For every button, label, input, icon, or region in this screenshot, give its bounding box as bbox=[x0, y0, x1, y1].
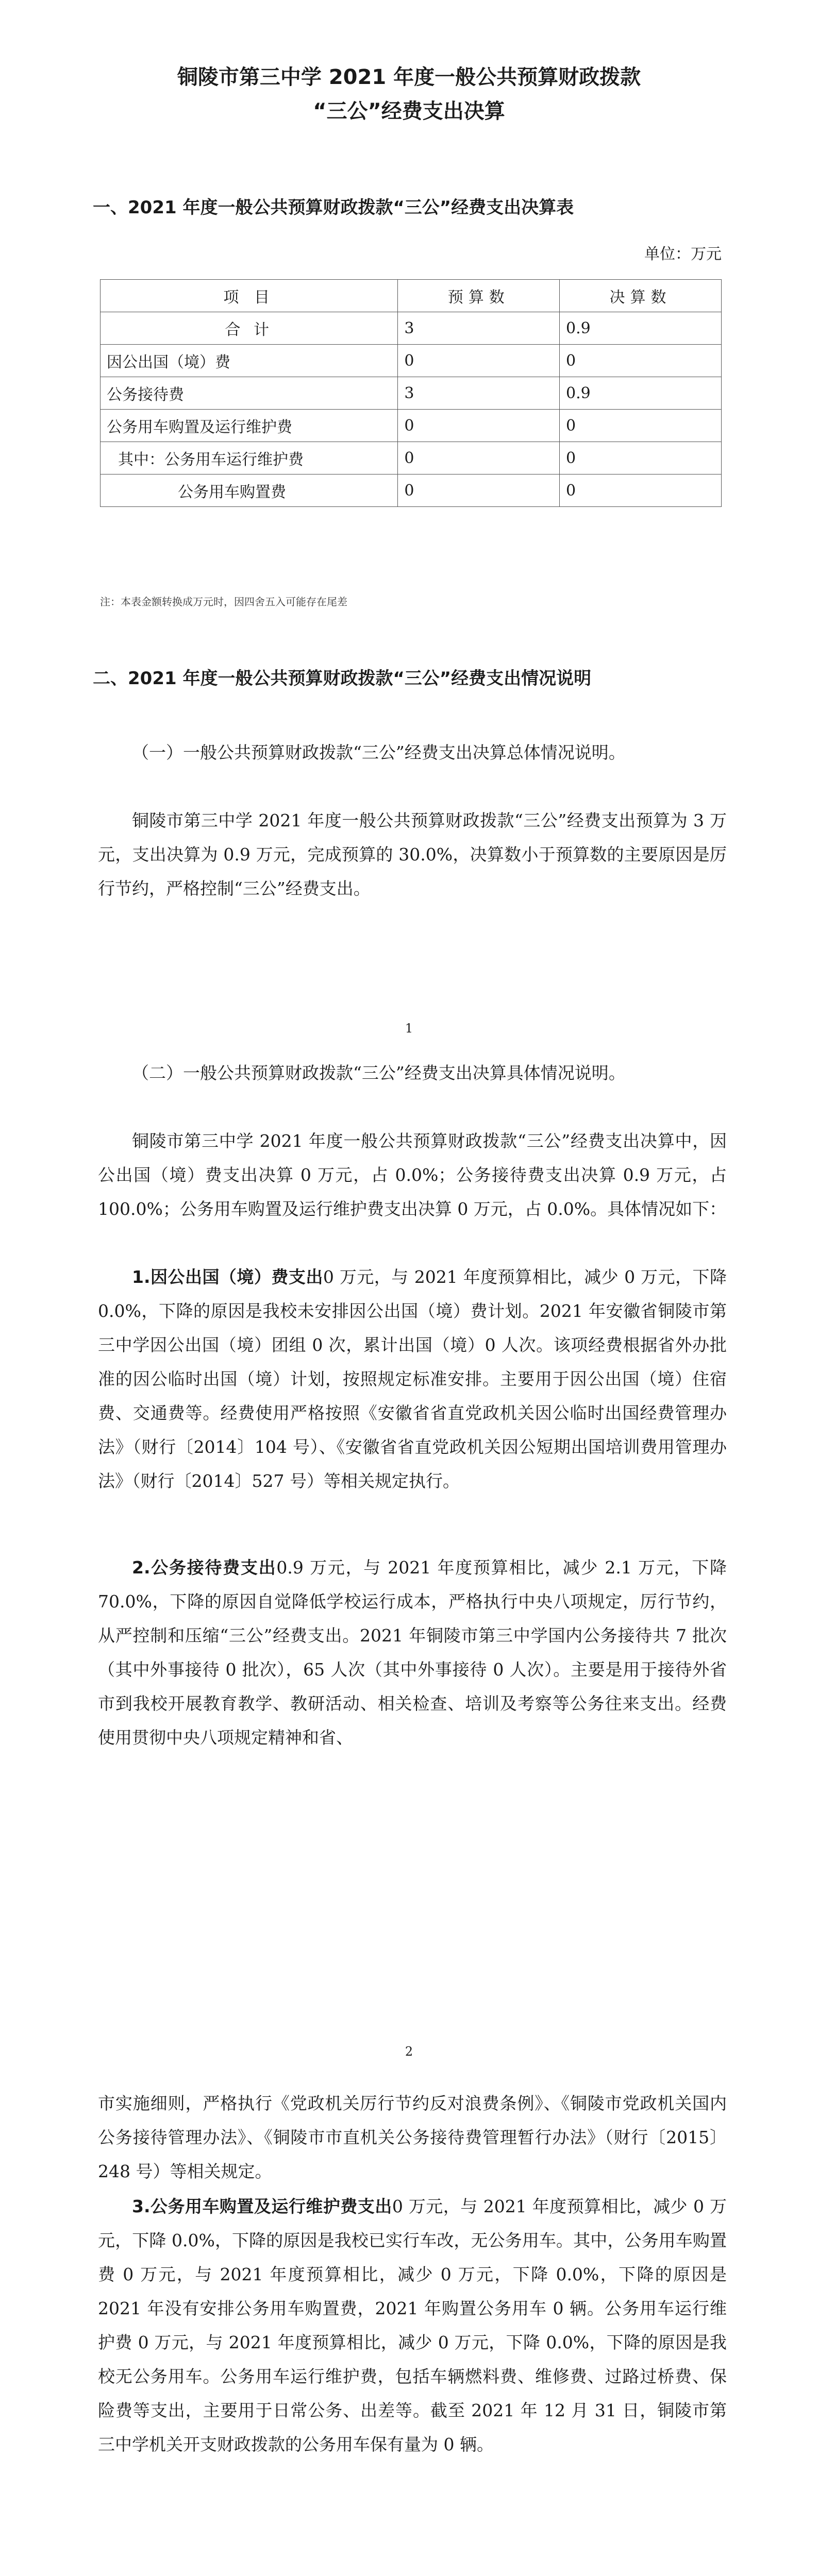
header-budget: 预算数 bbox=[398, 280, 560, 312]
item-3-text: 0 万元，与 2021 年度预算相比，减少 0 万元，下降 0.0%，下降的原因是我校已实行车改，无公务用车。其中，公务用车购置费 0 万元，与 2021 年度预算相比，减少 0 万元，下降 0.0%，下降的原因是 2021 年没有安排公务用车购置费，2021 年购置公务用车 0 辆。公务用车运行维护费 0 万元，与 2021 年度预算相比，减少 0 万元，下降 0.0%，下降的原因是我校无公务用车。公务用车运行维护费，包括车辆燃料费、维修费、过路过桥费、保险费等支出，主要用于日常公务、出差等。截至 2021 年 12 月 31 日，铜陵市第三中学机关开支财政拨款的公务用车保有量为 0 辆。 bbox=[98, 2196, 727, 2454]
table-row bbox=[101, 442, 722, 474]
page-number-2: 2 bbox=[405, 2044, 413, 2059]
row-label: 公务用车购置及运行维护费 bbox=[101, 410, 398, 442]
table-row bbox=[101, 345, 722, 377]
row-budget: 3 bbox=[398, 312, 560, 345]
title-line-2: “三公”经费支出决算 bbox=[313, 99, 505, 123]
table-header-row bbox=[101, 280, 722, 312]
unit-label: 单位：万元 bbox=[644, 245, 722, 263]
row-actual: 0 bbox=[560, 410, 722, 442]
subsection-1-text: 铜陵市第三中学 2021 年度一般公共预算财政拨款“三公”经费支出预算为 3 万元，支出决算为 0.9 万元，完成预算的 30.0%，决算数小于预算数的主要原因是厉行节约，严格控制“三公”经费支出。 bbox=[98, 810, 727, 899]
row-actual: 0.9 bbox=[560, 312, 722, 345]
title-line-1: 铜陵市第三中学 2021 年度一般公共预算财政拨款 bbox=[177, 65, 641, 89]
item-2-text: 0.9 万元，与 2021 年度预算相比，减少 2.1 万元，下降 70.0%，下降的原因自觉降低学校运行成本，严格执行中央八项规定，厉行节约，从严控制和压缩“三公”经费支出。2021 年铜陵市第三中学国内公务接待共 7 批次（其中外事接待 0 批次），65 人次（其中外事接待 0 人次）。主要是用于接待外省市到我校开展教育教学、教研活动、相关检查、培训及考察等公务往来支出。经费使用贯彻中央八项规定精神和省、 bbox=[98, 1557, 727, 1748]
row-budget: 0 bbox=[398, 442, 560, 474]
row-budget: 0 bbox=[398, 474, 560, 507]
subsection-2-text: 铜陵市第三中学 2021 年度一般公共预算财政拨款“三公”经费支出决算中，因公出国（境）费支出决算 0 万元，占 0.0%；公务接待费支出决算 0.9 万元，占 100.0%；公务用车购置及运行维护费支出决算 0 万元，占 0.0%。具体情况如下： bbox=[98, 1131, 727, 1219]
page-number-1: 1 bbox=[405, 1021, 413, 1036]
section-1-heading: 一、2021 年度一般公共预算财政拨款“三公”经费支出决算表 bbox=[93, 197, 574, 218]
header-actual: 决算数 bbox=[560, 280, 722, 312]
budget-table bbox=[100, 279, 722, 507]
item-2-continued: 市实施细则，严格执行《党政机关厉行节约反对浪费条例》、《铜陵市党政机关国内公务接待管理办法》、《铜陵市市直机关公务接待费管理暂行办法》（财行〔2015〕248 号）等相关规定。 bbox=[98, 2093, 727, 2181]
subsection-2-title: （二）一般公共预算财政拨款“三公”经费支出决算具体情况说明。 bbox=[132, 1063, 626, 1083]
item-3-paragraph bbox=[98, 2190, 727, 2462]
item-1-text: 0 万元，与 2021 年度预算相比，减少 0 万元，下降 0.0%，下降的原因是我校未安排因公出国（境）费计划。2021 年安徽省铜陵市第三中学因公出国（境）团组 0 次，累计出国（境）0 人次。该项经费根据省外办批准的因公临时出国（境）计划，按照规定标准安排。主要用于因公出国（境）住宿费、交通费等。经费使用严格按照《安徽省省直党政机关因公临时出国经费管理办法》（财行〔2014〕104 号）、《安徽省省直党政机关因公短期出国培训费用管理办法》（财行〔2014〕527 号）等相关规定执行。 bbox=[98, 1267, 727, 1491]
item-2-lead: 2.公务接待费支出 bbox=[132, 1557, 277, 1578]
row-label: 合 计 bbox=[101, 312, 398, 345]
item-1-lead: 1.因公出国（境）费支出 bbox=[132, 1267, 323, 1287]
row-actual: 0.9 bbox=[560, 377, 722, 410]
table-row bbox=[101, 474, 722, 507]
table-row bbox=[101, 410, 722, 442]
table-row bbox=[101, 377, 722, 410]
table-row bbox=[101, 312, 722, 345]
row-label: 公务接待费 bbox=[101, 377, 398, 410]
item-1-paragraph bbox=[98, 1260, 727, 1498]
header-item: 项 目 bbox=[101, 280, 398, 312]
row-budget: 0 bbox=[398, 410, 560, 442]
row-budget: 0 bbox=[398, 345, 560, 377]
row-actual: 0 bbox=[560, 345, 722, 377]
item-2-paragraph bbox=[98, 1551, 727, 1755]
item-3-lead: 3.公务用车购置及运行维护费支出 bbox=[132, 2196, 392, 2216]
section-2-heading: 二、2021 年度一般公共预算财政拨款“三公”经费支出情况说明 bbox=[93, 668, 592, 689]
row-budget: 3 bbox=[398, 377, 560, 410]
subsection-1-title: （一）一般公共预算财政拨款“三公”经费支出决算总体情况说明。 bbox=[132, 742, 626, 762]
table-note: 注：本表金额转换成万元时，因四舍五入可能存在尾差 bbox=[100, 596, 347, 608]
row-label: 因公出国（境）费 bbox=[101, 345, 398, 377]
row-label: 其中：公务用车运行维护费 bbox=[101, 442, 398, 474]
row-label: 公务用车购置费 bbox=[101, 474, 398, 507]
row-actual: 0 bbox=[560, 474, 722, 507]
row-actual: 0 bbox=[560, 442, 722, 474]
